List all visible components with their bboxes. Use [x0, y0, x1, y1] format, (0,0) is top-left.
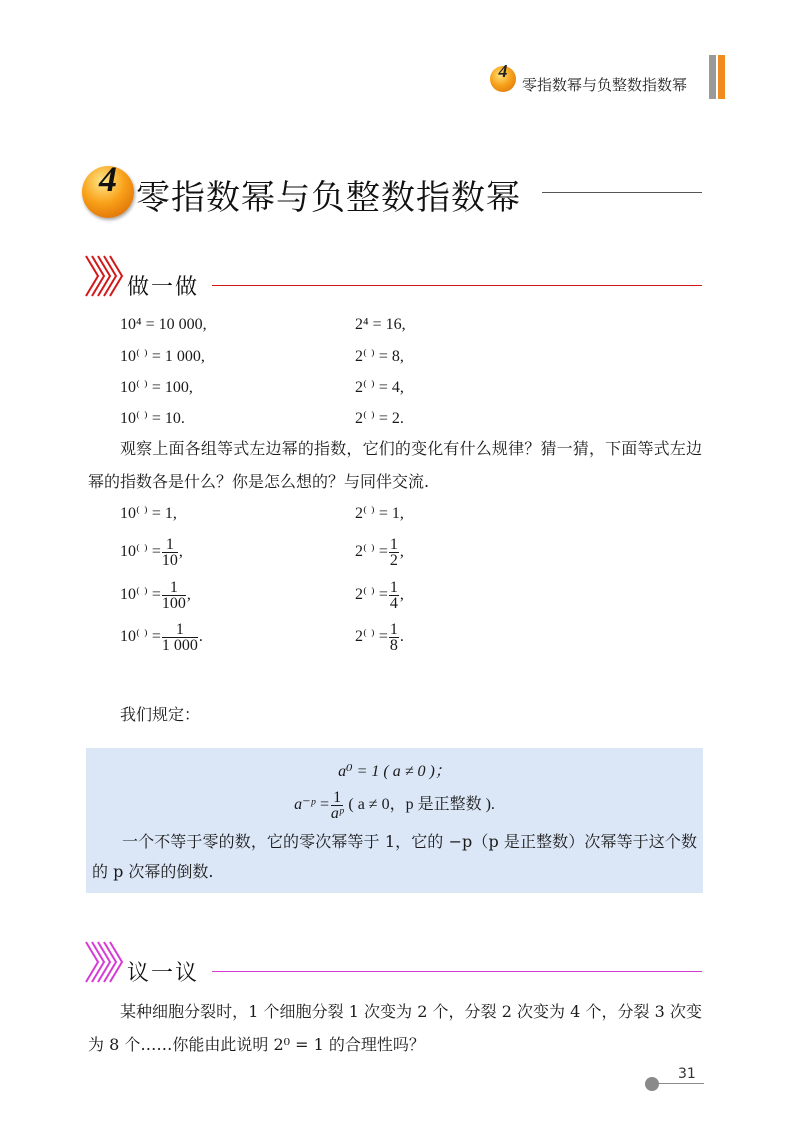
header-section-number: 4	[498, 61, 508, 81]
equation: 10⁽ ⁾ = 10.	[120, 410, 185, 427]
definition-text: 一个不等于零的数，它的零次幂等于 1，它的 −p（p 是正整数）次幂等于这个数的 p 次幂的倒数.	[92, 832, 697, 881]
chevron-red-icon	[84, 253, 126, 299]
header-bar-gray	[709, 55, 716, 99]
definition-equation-negative: a⁻ᵖ = $\frac{1}{\text{aᵖ}}$ ( a ≠ 0，p 是正整数 ).	[294, 789, 495, 822]
header-title: 零指数幂与负整数指数幂	[522, 76, 688, 94]
section-number: 4	[99, 159, 117, 199]
section-title-rule	[542, 192, 702, 193]
activity-rule-pink	[212, 971, 702, 972]
equation: 10⁴ = 10 000,	[120, 316, 207, 333]
equation: 10⁽ ⁾ = 100,	[120, 379, 193, 396]
activity-title-discuss: 议一议	[127, 961, 200, 986]
section-title: 零指数幂与负整数指数幂	[136, 178, 521, 218]
equation-fraction: 2⁽ ⁾ = $\frac{1}{2}$ ,	[355, 536, 404, 569]
page-rule	[652, 1083, 704, 1084]
chevron-pink-icon	[84, 939, 126, 985]
equation-fraction: 10⁽ ⁾ = $\frac{1}{100}$ ,	[120, 579, 191, 612]
equation-fraction: 2⁽ ⁾ = $\frac{1}{4}$ ,	[355, 579, 404, 612]
equation: 2⁽ ⁾ = 4,	[355, 379, 404, 396]
equation: 2⁽ ⁾ = 2.	[355, 410, 404, 427]
observe-paragraph: 观察上面各组等式左边幂的指数，它们的变化有什么规律？猜一猜，下面等式左边幂的指数各是什么？你是怎么想的？与同伴交流.	[88, 439, 702, 491]
we-define-text: 我们规定：	[120, 705, 201, 724]
equation-fraction: 10⁽ ⁾ = $\frac{1}{1 000}$ .	[120, 621, 203, 654]
equation: 2⁽ ⁾ = 1,	[355, 505, 404, 522]
activity-rule-red	[212, 285, 702, 286]
discuss-paragraph: 某种细胞分裂时，1 个细胞分裂 1 次变为 2 个，分裂 2 次变为 4 个，分裂 3 次变为 8 个……你能由此说明 2⁰ = 1 的合理性吗？	[88, 1002, 702, 1054]
activity-title-do: 做一做	[127, 275, 200, 300]
equation-fraction: 10⁽ ⁾ = $\frac{1}{10}$ ,	[120, 536, 183, 569]
equation: 10⁽ ⁾ = 1 000,	[120, 348, 205, 365]
definition-equation-zero: a⁰ = 1 ( a ≠ 0 )；	[338, 763, 451, 780]
equation: 10⁽ ⁾ = 1,	[120, 505, 177, 522]
page-number: 31	[678, 1066, 696, 1082]
equation: 2⁽ ⁾ = 8,	[355, 348, 404, 365]
header-bar-orange	[718, 55, 725, 99]
page-dot-icon	[645, 1077, 659, 1091]
equation-fraction: 2⁽ ⁾ = $\frac{1}{8}$ .	[355, 621, 404, 654]
equation: 2⁴ = 16,	[355, 316, 406, 333]
